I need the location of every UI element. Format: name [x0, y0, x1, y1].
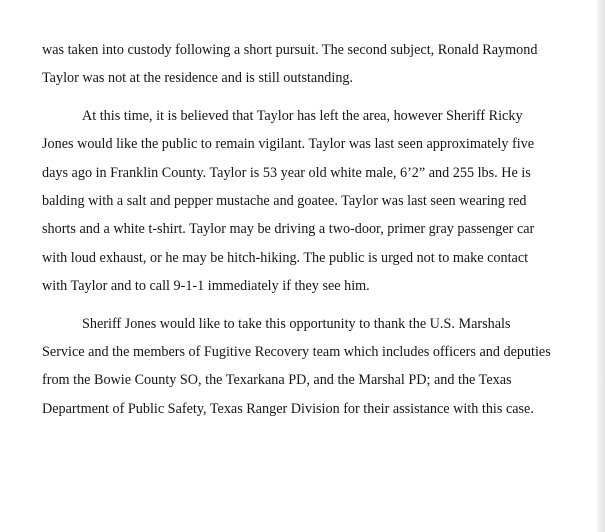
text-line: Taylor was not at the residence and is still outstanding.: [42, 70, 354, 87]
text-line: Service and the members of Fugitive Recovery team which includes officers and deputies: [42, 343, 551, 360]
text-line: was taken into custody following a short pursuit. The second subject, Ronald Raymond: [42, 42, 538, 58]
paragraph-suspect-description: [42, 102, 562, 301]
text-line: with loud exhaust, or he may be hitch-hiking. The public is urged not to make contact: [42, 249, 529, 266]
text-line: shorts and a white t-shirt. Taylor may be driving a two-door, primer gray passenger car: [42, 221, 535, 238]
paragraph-acknowledgements: [42, 310, 562, 424]
paragraph-custody: [42, 36, 562, 93]
text-line: with Taylor and to call 9-1-1 immediately if they see him.: [42, 278, 370, 295]
text-line: Jones would like the public to remain vigilant. Taylor was last seen approximately five: [42, 136, 535, 153]
text-line: days ago in Franklin County. Taylor is 53 year old white male, 6’2” and 255 lbs. He is: [42, 164, 531, 181]
text-line: At this time, it is believed that Taylor has left the area, however Sheriff Ricky: [82, 107, 523, 124]
text-line: from the Bowie County SO, the Texarkana PD, and the Marshal PD; and the Texas: [42, 372, 512, 389]
text-line: balding with a salt and pepper mustache and goatee. Taylor was last seen wearing red: [42, 192, 527, 209]
document-body: [42, 36, 562, 423]
scan-edge-shadow: [597, 0, 605, 532]
text-line: Sheriff Jones would like to take this opportunity to thank the U.S. Marshals: [82, 315, 511, 332]
text-line: Department of Public Safety, Texas Ranger Division for their assistance with this case.: [42, 400, 534, 417]
